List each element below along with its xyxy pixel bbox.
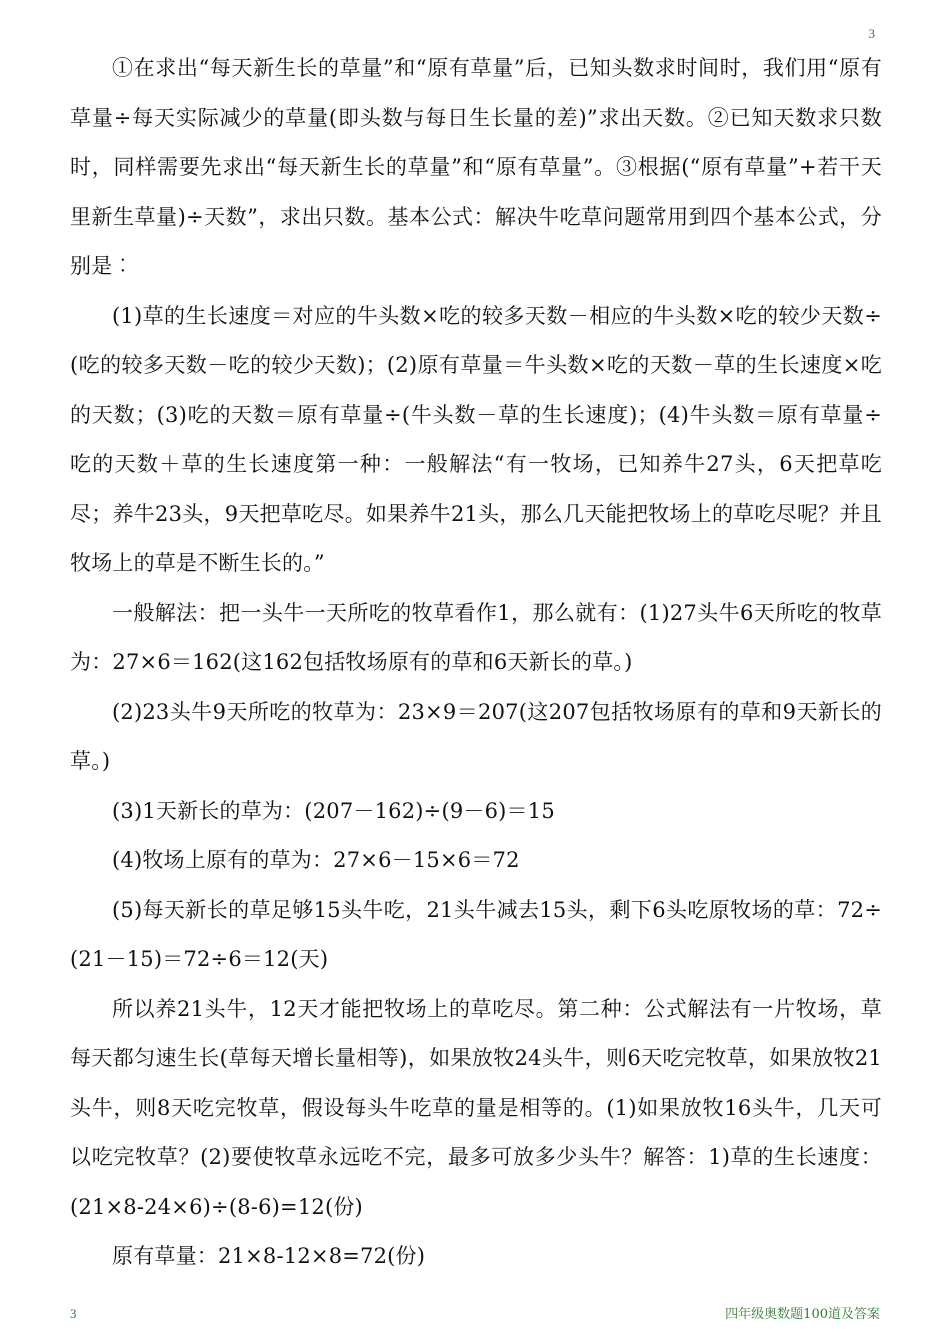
paragraph-3: 一般解法：把一头牛一天所吃的牧草看作1，那么就有：(1)27头牛6天所吃的牧草为：27×6＝162(这162包括牧场原有的草和6天新长的草。)	[70, 600, 882, 674]
paragraph-1: ①在求出“每天新生长的草量”和“原有草量”后，已知头数求时间时，我们用“原有草量÷每天实际减少的草量(即头数与每日生长量的差)”求出天数。②已知天数求只数时，同样需要先求出“每天新生长的草量”和“原有草量”。③根据(“原有草量”+若干天里新生草量)÷天数”，求出只数。基本公式：解决牛吃草问题常用到四个基本公式，分别是︰	[70, 56, 882, 278]
footer-page-number: 3	[70, 1306, 77, 1321]
header-page-number: 3	[868, 26, 875, 41]
paragraph-7: (5)每天新长的草足够15头牛吃，21头牛减去15头，剩下6头吃原牧场的草：72÷(21－15)＝72÷6＝12(天)	[70, 897, 882, 971]
paragraph-8: 所以养21头牛，12天才能把牧场上的草吃尽。第二种：公式解法有一片牧场，草每天都匀速生长(草每天增长量相等)，如果放牧24头牛，则6天吃完牧草，如果放牧21头牛，则8天吃完牧草，假设每头牛吃草的量是相等的。(1)如果放牧16头牛，几天可以吃完牧草？(2)要使牧草永远吃不完，最多可放多少头牛？解答：1)草的生长速度：(21×8-24×6)÷(8-6)=12(份)	[70, 996, 882, 1219]
document-body	[70, 44, 882, 1282]
footer-title: 四年级奥数题100道及答案	[725, 1307, 880, 1322]
paragraph-4: (2)23头牛9天所吃的牧草为：23×9＝207(这207包括牧场原有的草和9天新长的草。)	[70, 699, 882, 773]
paragraph-9: 原有草量：21×8-12×8=72(份)	[112, 1244, 426, 1268]
paragraph-5: (3)1天新长的草为：(207－162)÷(9－6)＝15	[112, 798, 555, 823]
paragraph-2: (1)草的生长速度＝对应的牛头数×吃的较多天数－相应的牛头数×吃的较少天数÷(吃的较多天数－吃的较少天数)；(2)原有草量＝牛头数×吃的天数－草的生长速度×吃的天数；(3)吃的天数＝原有草量÷(牛头数－草的生长速度)；(4)牛头数＝原有草量÷吃的天数＋草的生长速度第一种：一般解法“有一牧场，已知养牛27头，6天把草吃尽；养牛23头，9天把草吃尽。如果养牛21头，那么几天能把牧场上的草吃尽呢？并且牧场上的草是不断生长的。”	[70, 303, 882, 575]
paragraph-6: (4)牧场上原有的草为：27×6－15×6＝72	[112, 848, 520, 872]
